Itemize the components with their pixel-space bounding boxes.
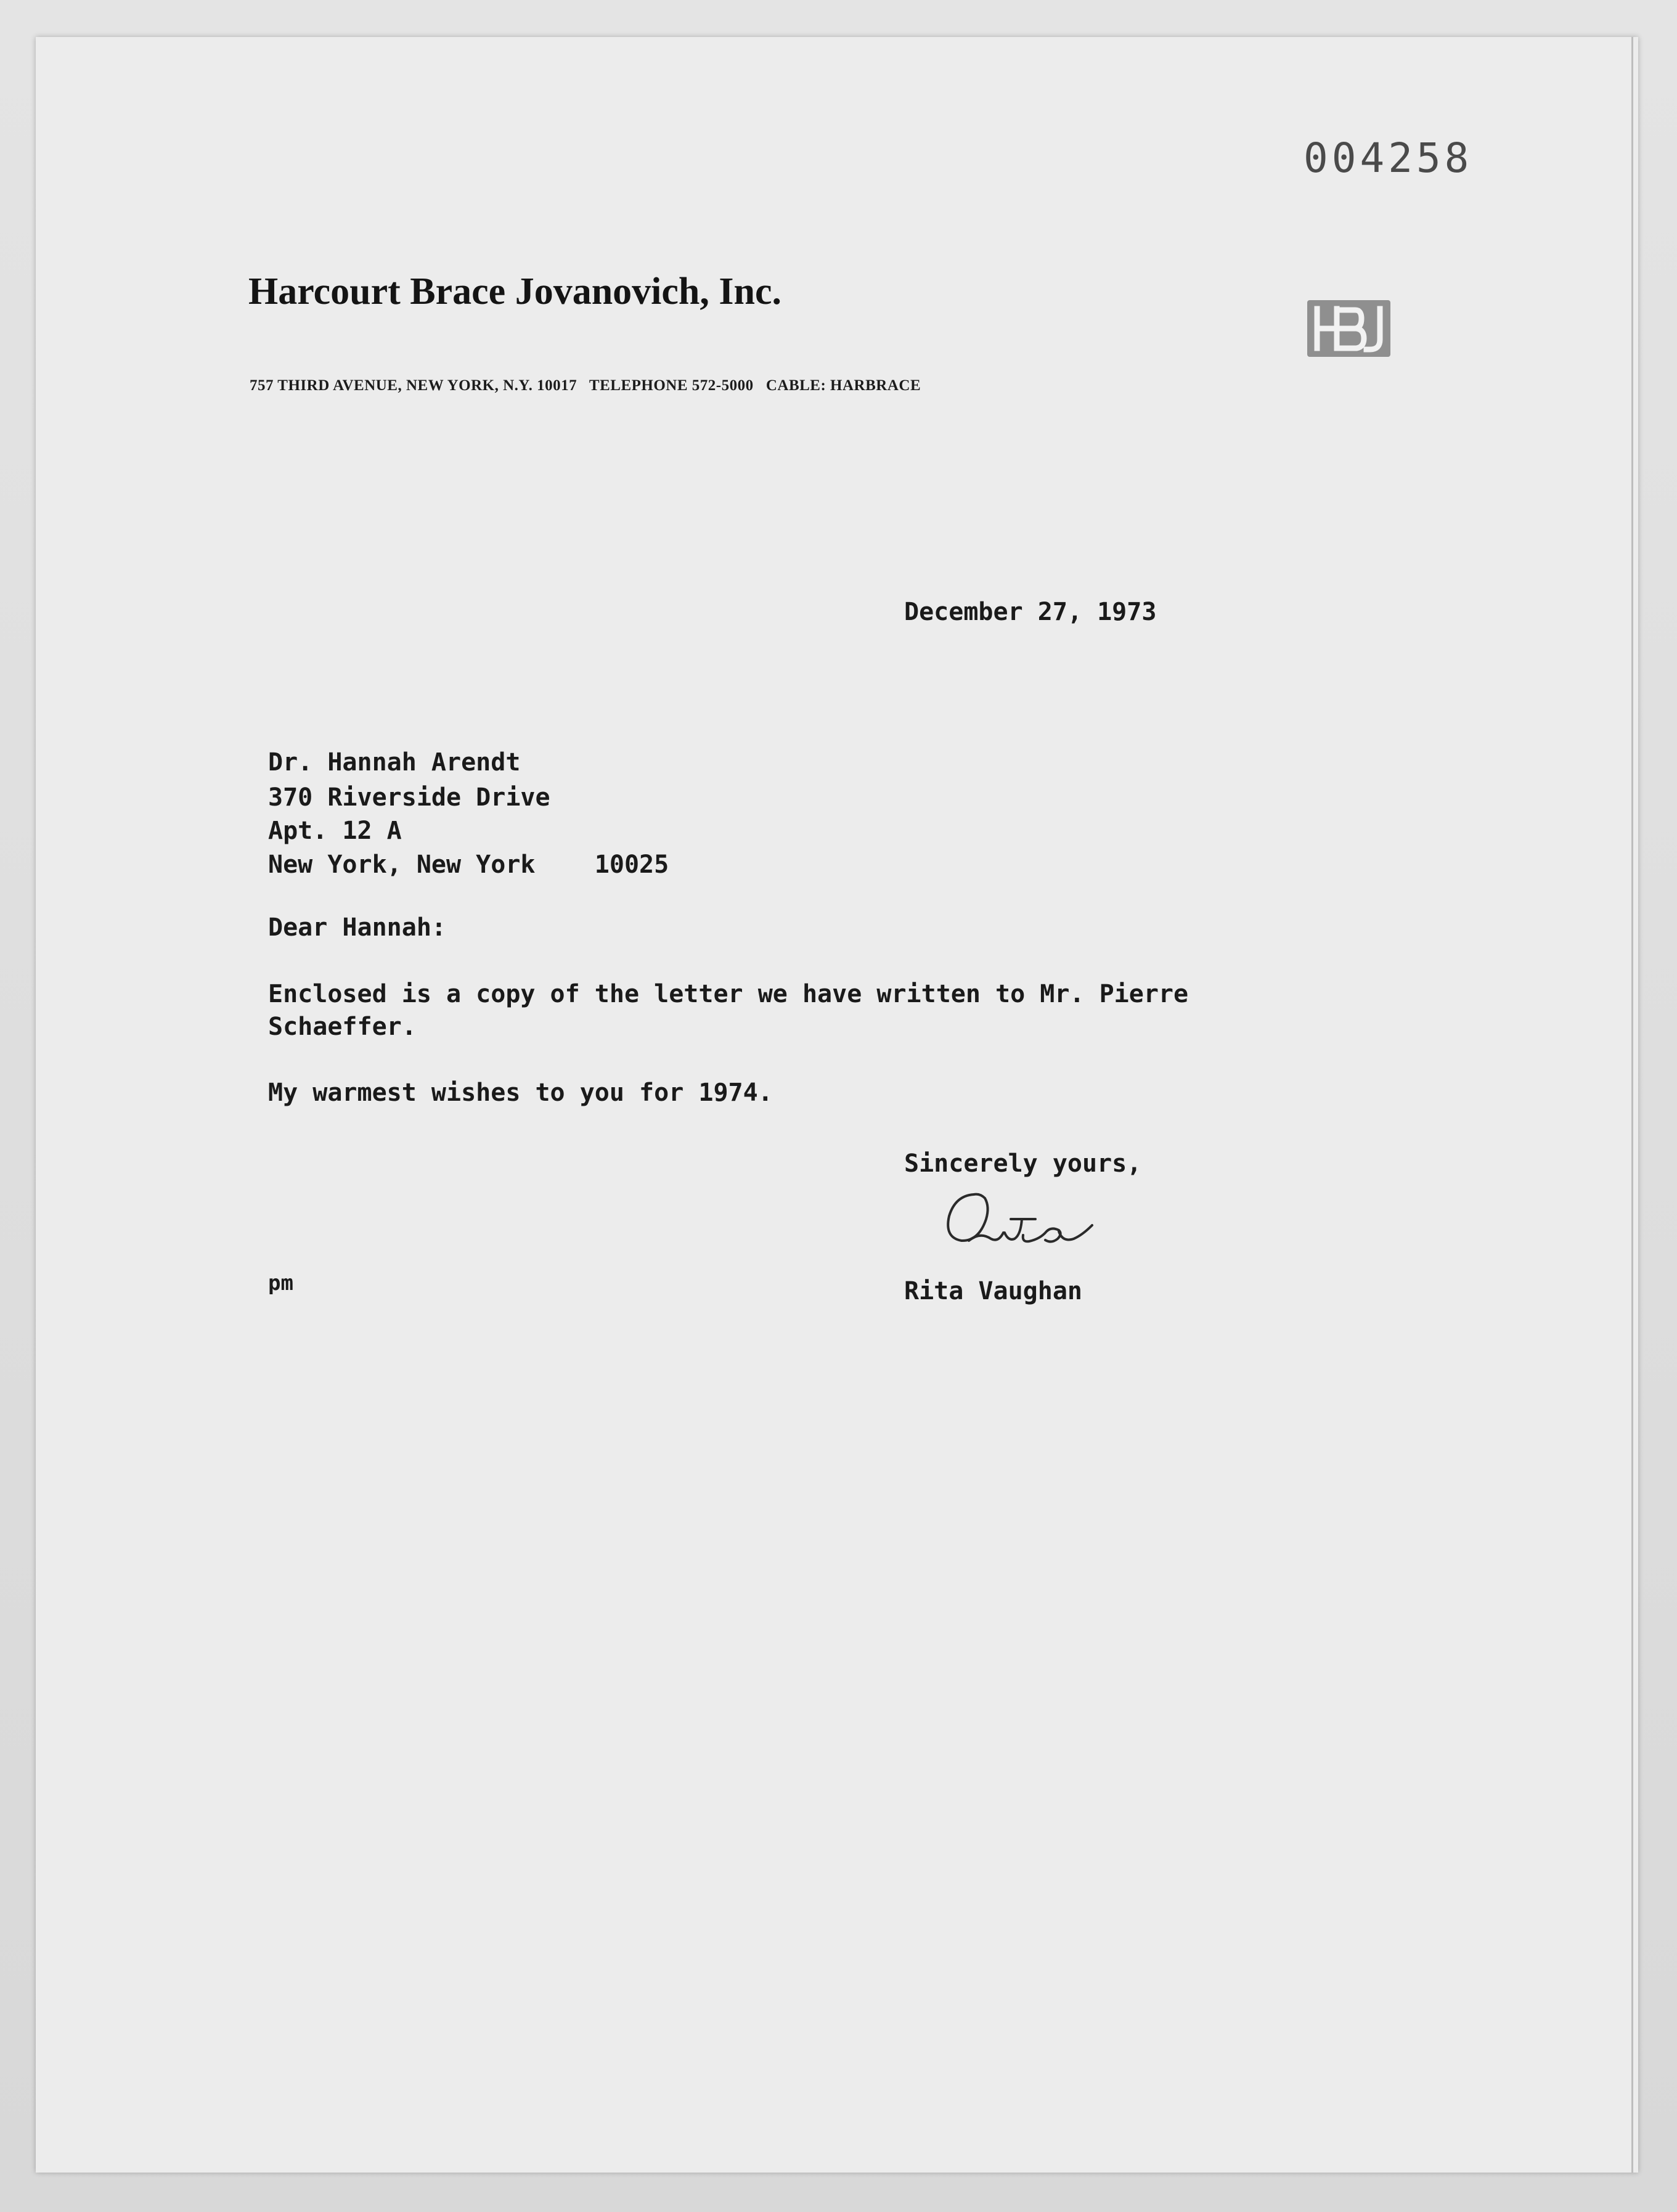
page-edge bbox=[1631, 37, 1633, 2173]
handwritten-signature bbox=[931, 1182, 1103, 1268]
closing: Sincerely yours, bbox=[904, 1149, 1142, 1178]
salutation: Dear Hannah: bbox=[268, 913, 446, 942]
company-logo-icon bbox=[1307, 300, 1390, 357]
letterhead-address: 757 THIRD AVENUE, NEW YORK, N.Y. 10017 TELEPHONE 572-5000 CABLE: HARBRACE bbox=[250, 377, 921, 394]
typist-initials: pm bbox=[268, 1271, 293, 1296]
recipient-name: Dr. Hannah Arendt bbox=[268, 748, 521, 777]
signature-drawing bbox=[931, 1182, 1103, 1268]
recipient-city: New York, New York 10025 bbox=[268, 851, 669, 879]
body-paragraph-1-line-1: Enclosed is a copy of the letter we have written to Mr. Pierre bbox=[268, 980, 1189, 1008]
document-number: 004258 bbox=[1304, 134, 1473, 182]
body-paragraph-1-line-2: Schaeffer. bbox=[268, 1013, 417, 1041]
logo-mark bbox=[1307, 300, 1390, 357]
recipient-apartment: Apt. 12 A bbox=[268, 817, 402, 845]
letter-date: December 27, 1973 bbox=[904, 598, 1157, 626]
recipient-street: 370 Riverside Drive bbox=[268, 783, 550, 812]
body-paragraph-2: My warmest wishes to you for 1974. bbox=[268, 1079, 773, 1107]
signer-name: Rita Vaughan bbox=[904, 1277, 1082, 1305]
letterhead-company-name: Harcourt Brace Jovanovich, Inc. bbox=[248, 271, 782, 312]
